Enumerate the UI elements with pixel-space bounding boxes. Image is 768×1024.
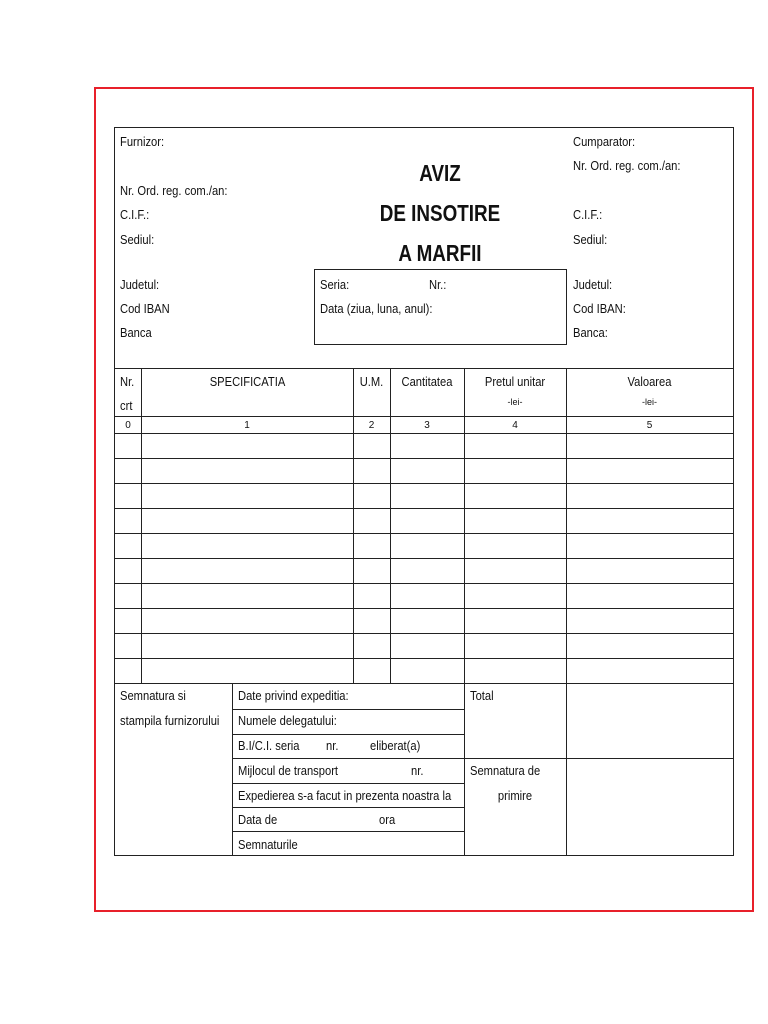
signatures-label: Semnaturile [238,837,298,852]
header-value: Valoarea [627,374,672,389]
dispatch-label: Date privind expeditia: [238,688,349,703]
supplier-bank: Banca [120,325,152,340]
col-number: 5 [646,420,653,431]
table-row-rule [115,508,733,509]
header-unit-price-currency: -lei- [507,397,523,407]
header-value-currency: -lei- [642,397,657,407]
buyer-cif: C.I.F.: [573,207,603,222]
header-crt: crt [120,398,133,413]
buyer-iban: Cod IBAN: [573,301,626,316]
table-row-rule [115,533,733,534]
table-row-rule [115,583,733,584]
footer-rule [232,734,464,735]
table-colnum-rule [115,433,733,434]
doc-title-line1: AVIZ [419,160,461,186]
receipt-signature-label: Semnatura de [470,763,541,778]
buyer-bank: Banca: [573,325,608,340]
date-of-label: Data de [238,812,278,827]
date-label: Data (ziua, luna, anul): [320,301,433,316]
col-number: 2 [368,420,375,431]
number-label: Nr.: [429,277,447,292]
presence-label: Expedierea s-a facut in prezenta noastra la [238,788,452,803]
table-row-rule [115,608,733,609]
col-divider [141,368,142,683]
supplier-heading: Furnizor: [120,134,165,149]
footer-rule [232,758,733,759]
col-number: 3 [424,420,430,431]
footer-rule [232,831,464,832]
col-number: 0 [125,420,131,431]
table-header-rule [115,416,733,417]
col-divider [464,368,465,856]
receipt-label: primire [497,788,533,803]
total-label: Total [470,688,494,703]
table-row-rule [115,483,733,484]
series-label: Seria: [320,277,350,292]
supplier-signature-label: Semnatura si [120,688,186,703]
supplier-reg: Nr. Ord. reg. com./an: [120,183,228,198]
header-spec: SPECIFICATIA [209,374,286,389]
buyer-county: Judetul: [573,277,613,292]
col-number: 4 [512,420,518,431]
buyer-seat: Sediul: [573,232,608,247]
doc-title-line2: DE INSOTIRE [379,200,501,226]
col-divider [353,368,354,683]
supplier-stamp-label: stampila furnizorului [120,713,220,728]
col-divider [566,368,567,856]
table-row-rule [115,458,733,459]
header-unit-price: Pretul unitar [484,374,546,389]
table-row-rule [115,658,733,659]
supplier-seat: Sediul: [120,232,155,247]
id-issued-label: eliberat(a) [370,738,421,753]
buyer-heading: Cumparator: [573,134,636,149]
header-nr: Nr. [120,374,135,389]
supplier-iban: Cod IBAN [120,301,170,316]
table-row-rule [115,558,733,559]
header-um: U.M. [359,374,384,389]
invoice-form [114,127,734,856]
col-number: 1 [244,420,250,431]
hour-label: ora [379,812,396,827]
table-bottom-rule [115,683,733,684]
footer-rule [232,807,464,808]
col-divider [390,368,391,683]
footer-rule [232,783,464,784]
table-top-rule [115,368,733,369]
transport-label: Mijlocul de transport [238,763,339,778]
id-nr-label: nr. [326,738,339,753]
id-series-label: B.I/C.I. seria [238,738,300,753]
doc-title-line3: A MARFII [398,240,482,266]
supplier-cif: C.I.F.: [120,207,150,222]
header-qty: Cantitatea [401,374,453,389]
buyer-reg: Nr. Ord. reg. com./an: [573,158,681,173]
supplier-county: Judetul: [120,277,160,292]
footer-rule [232,709,464,710]
table-row-rule [115,633,733,634]
delegate-label: Numele delegatului: [238,713,337,728]
transport-nr-label: nr. [411,763,424,778]
